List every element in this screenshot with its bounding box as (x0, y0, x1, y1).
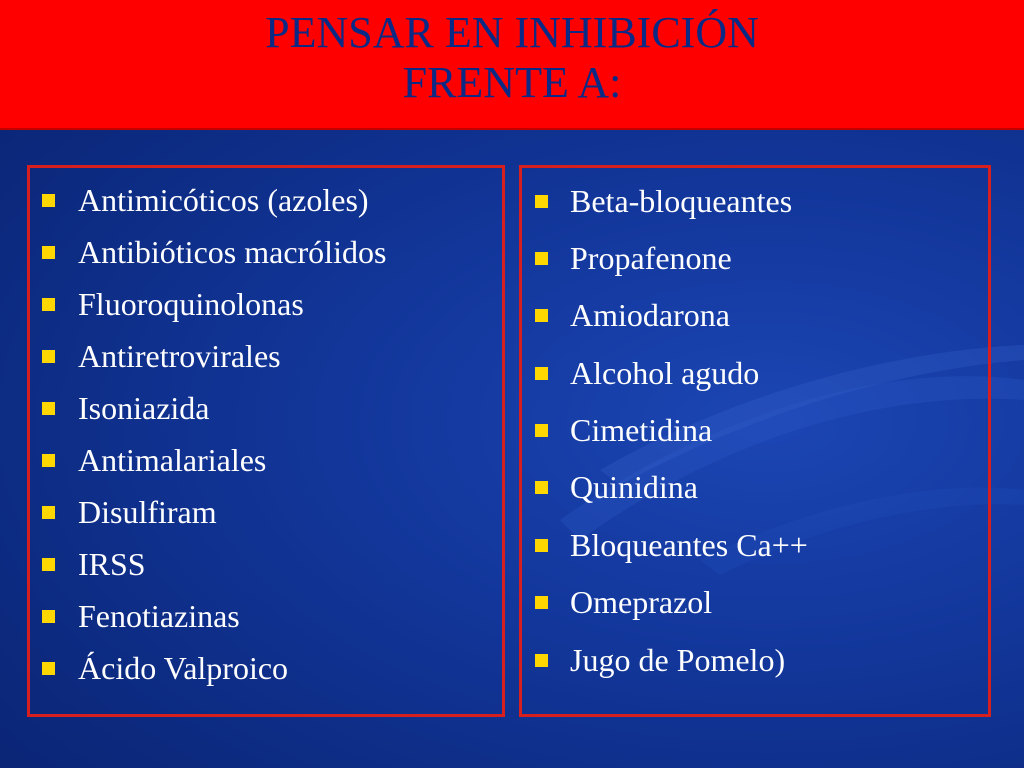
list-item-label: Isoniazida (78, 390, 210, 426)
square-bullet-icon (535, 252, 548, 265)
square-bullet-icon (42, 350, 55, 363)
slide-title (0, 8, 1024, 108)
list-item-label: Amiodarona (570, 297, 730, 333)
list-item-label: Jugo de Pomelo) (570, 642, 786, 678)
square-bullet-icon (535, 195, 548, 208)
square-bullet-icon (535, 654, 548, 667)
list-item-label: Cimetidina (570, 412, 713, 448)
square-bullet-icon (42, 506, 55, 519)
left-list-box (27, 165, 505, 717)
list-item-label: Antiretrovirales (78, 338, 281, 374)
square-bullet-icon (42, 194, 55, 207)
square-bullet-icon (535, 596, 548, 609)
list-item-label: Alcohol agudo (570, 355, 760, 391)
square-bullet-icon (42, 454, 55, 467)
list-item-label: Fluoroquinolonas (78, 286, 304, 322)
list-item-label: Quinidina (570, 469, 698, 505)
list-item-label: Beta-bloqueantes (570, 183, 793, 219)
square-bullet-icon (42, 298, 55, 311)
square-bullet-icon (42, 662, 55, 675)
list-item-label: Ácido Valproico (78, 650, 289, 686)
square-bullet-icon (535, 539, 548, 552)
title-line-2: FRENTE A: (402, 58, 622, 107)
square-bullet-icon (535, 481, 548, 494)
list-item-label: Fenotiazinas (78, 598, 240, 634)
square-bullet-icon (535, 367, 548, 380)
square-bullet-icon (42, 402, 55, 415)
list-item-label: Antimicóticos (azoles) (78, 182, 369, 218)
square-bullet-icon (535, 424, 548, 437)
square-bullet-icon (42, 558, 55, 571)
right-list-box (519, 165, 991, 717)
list-item-label: Bloqueantes Ca++ (570, 527, 808, 563)
list-item-label: Omeprazol (570, 584, 713, 620)
list-item-label: Disulfiram (78, 494, 217, 530)
title-line-1: PENSAR EN INHIBICIÓN (265, 8, 759, 57)
square-bullet-icon (535, 309, 548, 322)
list-item-label: Antibióticos macrólidos (78, 234, 387, 270)
list-item-label: Antimalariales (78, 442, 267, 478)
square-bullet-icon (42, 610, 55, 623)
list-item-label: Propafenone (570, 240, 732, 276)
title-bar (0, 0, 1024, 130)
square-bullet-icon (42, 246, 55, 259)
list-item-label: IRSS (78, 546, 146, 582)
